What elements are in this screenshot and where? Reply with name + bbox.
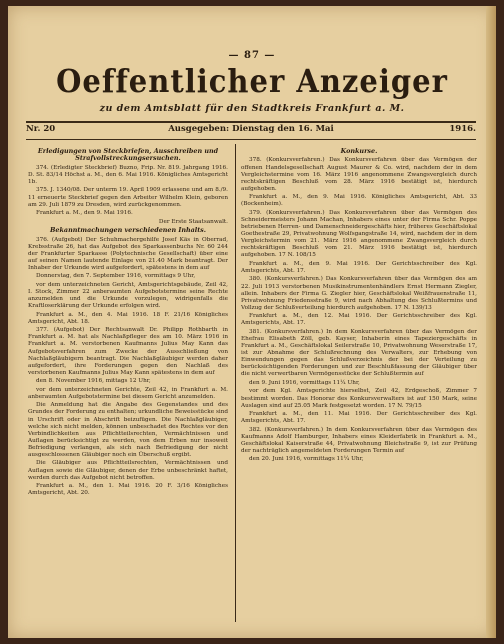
notice-paragraph: vor dem unterzeichneten Gericht, Amtsgerichtsgebäude, Zeil 42, I. Stock, Zimmer 22 anberaumten Aufgebotstermine seine Rechte anzumelden und die Urkunde vorzulegen, widrigenfalls die Kraftloserklärung der Urkunde erfolgen wird. [28, 281, 228, 310]
header-rule-top [26, 121, 476, 123]
notice-paragraph: Frankfurt a. M., den 12. Mai 1916. Der Gerichtsschreiber des Kgl. Amtsgerichts, Abt. 17. [241, 313, 477, 327]
header-rule-bottom [26, 139, 476, 140]
notice-paragraph: 382. (Konkursverfahren.) In dem Konkursverfahren über das Vermögen des Kaufmanns Adolf Hamburger, Inhabers eines Kleiderfabrik in Frankfurt a. M., Geschäftslokal Kaiserstraße 44, Privatwohnung Bleichstraße 9, ist zur Prüfung der nachträglich angemeldeten Forderungen Termin auf [241, 426, 477, 454]
newspaper-page [8, 6, 496, 638]
notice-signature: Der Erste Staatsanwalt. [158, 218, 228, 225]
notice-paragraph: den 8. November 1916, mittags 12 Uhr, [36, 378, 151, 385]
notice-paragraph: Frankfurt a. M., den 1. Mai 1916. 20 F. 3/16 Königliches Amtsgericht, Abt. 20. [28, 483, 228, 497]
notice-paragraph: vor dem unterzeichneten Gerichte, Zeil 42, in Frankfurt a. M. anberaumten Aufgebotstermine bei diesem Gericht anzumelden. [28, 386, 228, 400]
notice-paragraph: 381. (Konkursverfahren.) In dem Konkursverfahren über das Vermögen der Ehefrau Elisabeth Zöll, geb. Kayser, Inhaberin eines Tapeziergeschäfts in Frankfurt a. M., Geschäftslokal Seilerstraße 10, Privatwohnung Weserstraße 17, ist zur Abnahme der Schlußrechnung des Verwalters, zur Erhebung von Einwendungen gegen das Schlußverzeichnis der bei der Verteilung zu berücksichtigenden Forderungen und zur Beschlußfassung der Gläubiger über die nicht verwertbaren Vermögensstücke der Schlußtermin auf [241, 328, 477, 378]
notice-paragraph: den 20. Juni 1916, vormittags 11¼ Uhr, [249, 456, 364, 463]
issue-date: Ausgegeben: Dienstag den 16. Mai [168, 124, 334, 134]
issue-year: 1916. [449, 124, 476, 134]
notice-paragraph: Frankfurt a. M., den 9. Mai 1916. Der Gerichtsschreiber des Kgl. Amtsgerichts, Abt. 17. [241, 260, 477, 274]
section-heading-erledigungen: Erledigungen von Steckbriefen, Ausschreiben und Strafvollstreckungsersuchen. [37, 147, 219, 163]
notice-paragraph: Frankfurt a. M., den 4. Mai 1916. 18 F. 21/16 Königliches Amtsgericht, Abt. 18. [28, 311, 228, 325]
notice-paragraph: 380. (Konkursverfahren.) Das Konkursverfahren über das Vermögen des am 22. Juli 1913 verstorbenen Musikinstrumentenhändlers Ernst Hermann Ziegler, allein. Inhabers der Firma G. Ziegler hier, Geschäftslokal Weißfrauenstraße 11, Privatwohnung Friedensstraße 9, wird nach Abhaltung des Schlußtermins und Vollzug der Schlußverteilung hierdurch aufgehoben. 17 N. 139/13 [241, 276, 477, 311]
column-divider [235, 144, 236, 622]
section-heading-bekanntmachungen: Bekanntmachungen verschiedenen Inhalts. [50, 226, 206, 235]
notice-paragraph: 378. (Konkursverfahren.) Das Konkursverfahren über das Vermögen der offenen Handelsgesellschaft August Maurer & Co. wird, nachdem der in dem Vergleichstermine vom 16. März 1916 angenommene Zwangsvergleich durch rechtskräftigen Beschluß vom 28. März 1916 bestätigt ist, hierdurch aufgehoben. [241, 157, 477, 192]
masthead-subtitle: zu dem Amtsblatt für den Stadtkreis Frankfurt a. M. [99, 103, 405, 114]
notice-paragraph: 377. (Aufgebot) Der Rechtsanwalt Dr. Philipp Rothbarth in Frankfurt a. M. hat als Nachlaßpfleger des am 10. März 1916 in Frankfurt a. M. verstorbenen Kaufmanns Julius May Kann das Aufgebotsverfahren zum Zwecke der Ausschließung von Nachlaßgläubigern beantragt. Die Nachlaßgläubiger werden daher aufgefordert, ihre Forderungen gegen den Nachlaß des verstorbenen Kaufmanns Julius May Kann spätestens in dem auf [28, 327, 228, 376]
notice-paragraph: den 9. Juni 1916, vormittags 11¼ Uhr, [249, 379, 360, 386]
book-spine-edge [486, 6, 496, 638]
notice-paragraph: 375. J. 1340/08. Der unterm 19. April 1909 erlassene und am 8./9. 11 erneuerte Steckbrief gegen den Arbeiter Wilhelm Klein, geboren am 29. Juli 1879 zu Dresden, wird zurückgenommen. [28, 187, 228, 208]
masthead-title: Oeffentlicher Anzeiger [56, 62, 448, 100]
notice-paragraph: 376. (Aufgebot) Der Schuhmachergehilfe Josef Käs in Oberrad, Krebsstraße 26, hat das Aufgebot des Sparkassenbuchs Nr. 60 244 der Frankfurter Sparkasse (Polytechnische Gesellschaft) über eine auf seinen Namen lautende Einlage von 21.40 Mark beantragt. Der Inhaber der Urkunde wird aufgefordert, spätestens in dem auf [28, 236, 228, 271]
notice-paragraph: Die Anmeldung hat die Angabe des Gegenstandes und des Grundes der Forderung zu enthalten; urkundliche Beweisstücke sind in Urschrift oder in Abschrift beizufügen. Die Nachlaßgläubiger, welche sich nicht melden, können unbeschadet des Rechtes vor den Verbindlichkeiten aus Pflichtteilsrechten, Vermächtnissen und Auflagen berücksichtigt zu werden, von dem Erben nur insoweit Befriedigung verlangen, als sich nach Befriedigung der nicht ausgeschlossenen Gläubiger noch ein Überschuß ergibt. [28, 402, 228, 458]
notice-paragraph: Die Gläubiger aus Pflichtteilsrechten, Vermächtnissen und Auflagen sowie die Gläubiger, denen der Erbe unbeschränkt haftet, werden durch das Aufgebot nicht betroffen. [28, 460, 228, 481]
section-heading-konkurse: Konkurse. [340, 147, 378, 155]
notice-paragraph: Donnerstag, den 7. September 1916, vormittags 9 Uhr, [36, 273, 196, 280]
notice-paragraph: 379. (Konkursverfahren.) Das Konkursverfahren über das Vermögen des Schneidermeisters Johann Machan, Inhabers eines unter der Firma Schr. Poppe betriebenen Herren- und Damenschneidergeschäfts hier, früheres Geschäftslokal Goethestraße 29, Privatwohnung Wolfsgangstraße 14, wird, nachdem der in dem Vergleichstermin vom 21. März 1916 angenommene Zwangsvergleich durch rechtskräftigen Beschluß vom 21. März 1916 bestätigt ist, hierdurch aufgehoben. 17 N. 108/15 [241, 209, 477, 259]
notice-paragraph: Frankfurt a. M., den 9. Mai 1916. [36, 210, 133, 217]
notice-paragraph: Frankfurt a. M., den 9. Mai 1916. Königliches Amtsgericht, Abt. 33 (Bockenheim). [241, 194, 477, 208]
notice-paragraph: 374. (Erledigter Steckbrief) Buzno, Frip. Nr. 819. Jahrgang 1916. D. St. 83/14 Höchst a. M., den 6. Mai 1916. Königliches Amtsgericht 1b. [28, 164, 228, 185]
issue-line [26, 124, 476, 137]
page-number: — 87 — [228, 50, 276, 61]
left-column [28, 147, 228, 624]
right-column [241, 147, 477, 624]
issue-number: Nr. 20 [26, 124, 56, 134]
notice-paragraph: vor dem Kgl. Amtsgerichte hierselbst, Zeil 42, Erdgeschoß, Zimmer 7 bestimmt worden. Das Honorar des Konkursverwalters ist auf 150 Mark, seine Auslagen sind auf 25.05 Mark festgesetzt worden. 17 N. 79/15 [241, 388, 477, 409]
notice-paragraph: Frankfurt a. M., den 11. Mai 1916. Der Gerichtsschreiber des Kgl. Amtsgerichts, Abt. 17. [241, 411, 477, 425]
